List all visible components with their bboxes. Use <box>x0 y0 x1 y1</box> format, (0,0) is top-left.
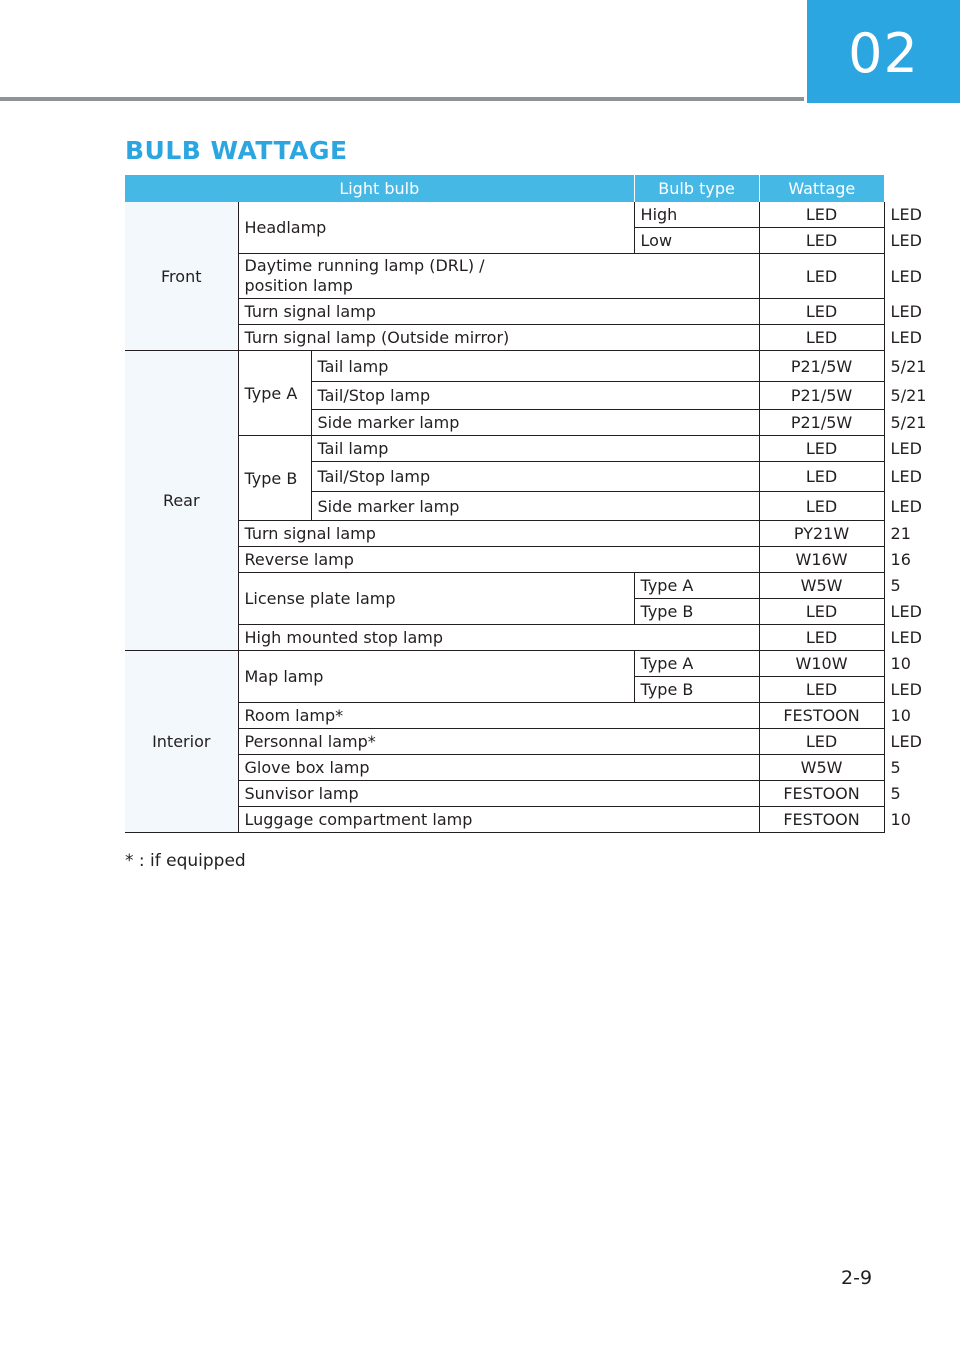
table-row: Room lamp* FESTOON 10 <box>125 703 884 729</box>
cell: LED <box>759 462 884 492</box>
cell: LED <box>759 492 884 521</box>
cell: W10W <box>759 651 884 677</box>
cell: Tail/Stop lamp <box>311 382 759 410</box>
cell: Tail lamp <box>311 351 759 382</box>
cell: Personnal lamp* <box>238 729 759 755</box>
cell: Sunvisor lamp <box>238 781 759 807</box>
header-bulb-type: Bulb type <box>634 175 759 202</box>
cell: LED <box>759 325 884 351</box>
cell: LED <box>759 729 884 755</box>
table-row: Sunvisor lamp FESTOON 5 <box>125 781 884 807</box>
cell: W5W <box>759 573 884 599</box>
table-row: Rear Type A Tail lamp P21/5W 5/21 <box>125 351 884 382</box>
table-row: Interior Map lamp Type A W10W 10 <box>125 651 884 677</box>
cell: Type A <box>634 651 759 677</box>
table-row: Tail/Stop lamp P21/5W 5/21 <box>125 382 884 410</box>
table-row: Luggage compartment lamp FESTOON 10 <box>125 807 884 833</box>
cell: FESTOON <box>759 703 884 729</box>
cell: P21/5W <box>759 351 884 382</box>
cell: Type B <box>634 599 759 625</box>
chapter-number-tab: 02 <box>807 0 960 103</box>
rear-type-b-label: Type B <box>238 436 311 521</box>
cell: W16W <box>759 547 884 573</box>
cell: LED <box>759 228 884 254</box>
header-light-bulb: Light bulb <box>125 175 634 202</box>
cell: P21/5W <box>759 382 884 410</box>
cell: Reverse lamp <box>238 547 759 573</box>
map-lamp-label: Map lamp <box>238 651 634 703</box>
cell: PY21W <box>759 521 884 547</box>
table-row: Type B LED LED <box>125 677 884 703</box>
cell: High mounted stop lamp <box>238 625 759 651</box>
cell: LED <box>759 625 884 651</box>
cell: Turn signal lamp <box>238 521 759 547</box>
cell: Low <box>634 228 759 254</box>
cell: FESTOON <box>759 781 884 807</box>
cell: High <box>634 202 759 228</box>
rear-type-a-label: Type A <box>238 351 311 436</box>
group-rear: Rear <box>125 351 238 651</box>
cell: Type A <box>634 573 759 599</box>
cell: FESTOON <box>759 807 884 833</box>
cell: Side marker lamp <box>311 410 759 436</box>
cell: LED <box>759 202 884 228</box>
cell: LED <box>759 436 884 462</box>
cell: Room lamp* <box>238 703 759 729</box>
table-row: Glove box lamp W5W 5 <box>125 755 884 781</box>
table-row: Daytime running lamp (DRL) / position lamp LED LED <box>125 254 884 299</box>
cell: Glove box lamp <box>238 755 759 781</box>
table-row: Tail/Stop lamp LED LED <box>125 462 884 492</box>
cell: Type B <box>634 677 759 703</box>
headlamp-label: Headlamp <box>238 202 634 254</box>
table-row: Side marker lamp P21/5W 5/21 <box>125 410 884 436</box>
cell: Luggage compartment lamp <box>238 807 759 833</box>
table-row: Front Headlamp High LED LED <box>125 202 884 228</box>
section-title: BULB WATTAGE <box>125 136 348 165</box>
group-interior: Interior <box>125 651 238 833</box>
table-row: Turn signal lamp (Outside mirror) LED LED <box>125 325 884 351</box>
cell: Turn signal lamp <box>238 299 759 325</box>
group-front: Front <box>125 202 238 351</box>
table-row: Side marker lamp LED LED <box>125 492 884 521</box>
cell: LED <box>759 677 884 703</box>
license-plate-label: License plate lamp <box>238 573 634 625</box>
cell: W5W <box>759 755 884 781</box>
footnote: * : if equipped <box>125 851 246 871</box>
table-row: Type B LED LED <box>125 599 884 625</box>
cell: Tail lamp <box>311 436 759 462</box>
cell: Turn signal lamp (Outside mirror) <box>238 325 759 351</box>
table-row: Personnal lamp* LED LED <box>125 729 884 755</box>
cell: P21/5W <box>759 410 884 436</box>
table-row: Type B Tail lamp LED LED <box>125 436 884 462</box>
table-row: High mounted stop lamp LED LED <box>125 625 884 651</box>
table-row: Low LED LED <box>125 228 884 254</box>
table-header-row <box>125 175 884 202</box>
bulb-wattage-table <box>125 175 927 833</box>
table-row: Reverse lamp W16W 16 <box>125 547 884 573</box>
cell: Side marker lamp <box>311 492 759 521</box>
table-row: Turn signal lamp LED LED <box>125 299 884 325</box>
header-rule <box>0 97 804 101</box>
table-row: Turn signal lamp PY21W 21 <box>125 521 884 547</box>
table-row: License plate lamp Type A W5W 5 <box>125 573 884 599</box>
cell: LED <box>759 254 884 299</box>
cell: LED <box>759 599 884 625</box>
cell: Tail/Stop lamp <box>311 462 759 492</box>
cell: Daytime running lamp (DRL) / position lamp <box>238 254 759 299</box>
cell: LED <box>759 299 884 325</box>
page-number: 2-9 <box>841 1267 873 1289</box>
header-wattage: Wattage <box>759 175 884 202</box>
